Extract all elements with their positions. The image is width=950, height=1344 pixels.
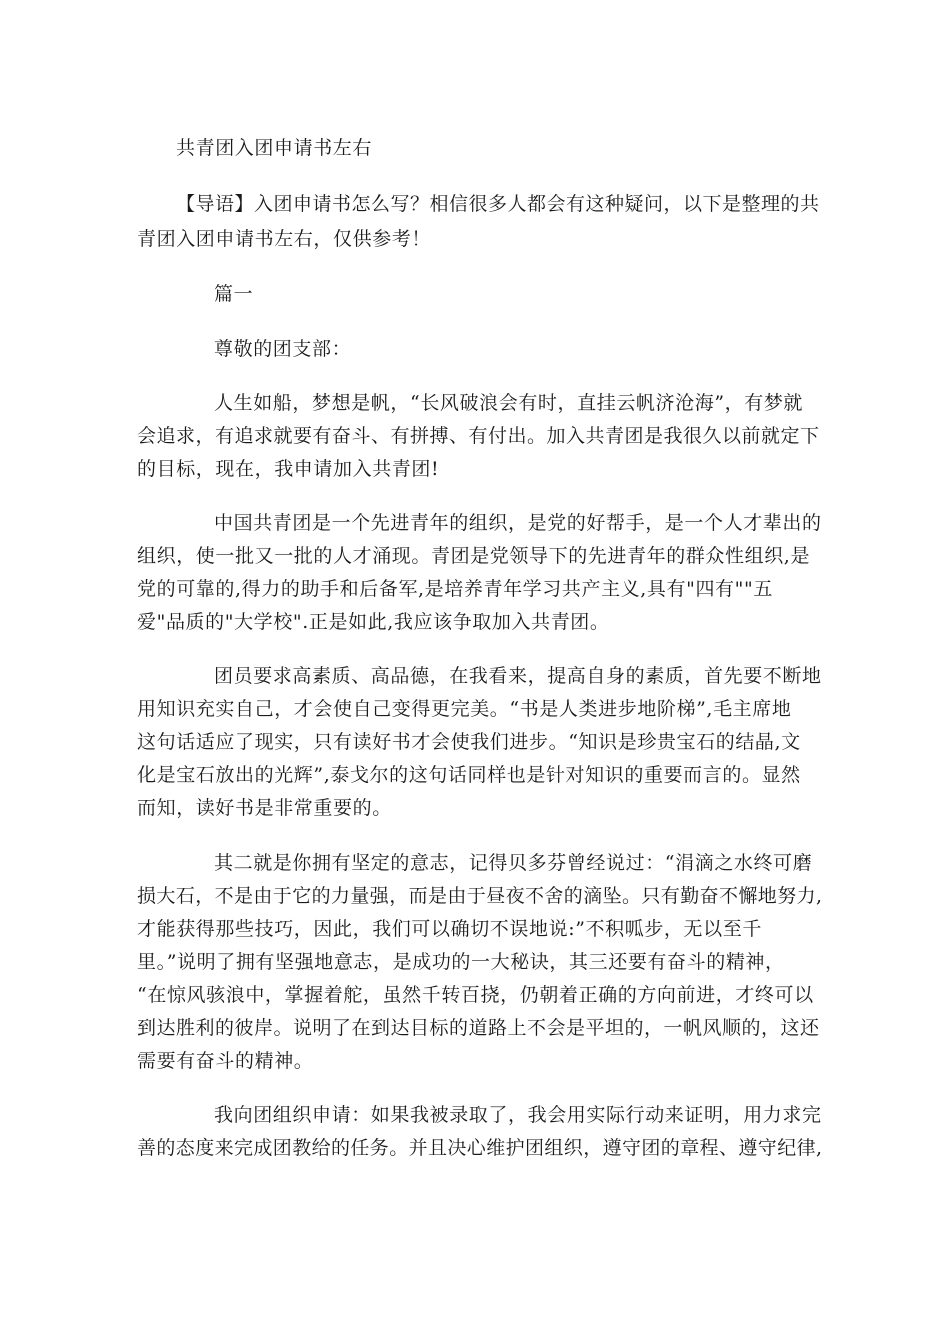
paragraph-line: 才能获得那些技巧，因此，我们可以确切不误地说:”不积呱步，无以至千 — [137, 918, 762, 940]
paragraph-line: 人生如船，梦想是帆，“长风破浪会有时，直挂云帆济沧海”，有梦就 — [214, 392, 804, 414]
paragraph-line: 其二就是你拥有坚定的意志，记得贝多芬曾经说过：“涓滴之水终可磨 — [214, 852, 813, 874]
paragraph-line: “在惊风骇浪中，掌握着舵，虽然千转百挠，仍朝着正确的方向前进，才终可以 — [137, 984, 814, 1006]
document-title: 共青团入团申请书左右 — [176, 137, 373, 159]
paragraph-line: 的目标，现在，我申请加入共青团! — [137, 458, 440, 480]
paragraph-line: 里。”说明了拥有坚强地意志，是成功的一大秘诀，其三还要有奋斗的精神， — [137, 951, 785, 973]
paragraph-line: 而知，读好书是非常重要的。 — [137, 797, 392, 819]
intro-line: 青团入团申请书左右，仅供参考！ — [137, 228, 432, 250]
paragraph-line: 需要有奋斗的精神。 — [137, 1050, 314, 1072]
paragraph-line: 我向团组织申请：如果我被录取了，我会用实际行动来证明，用力求完 — [214, 1104, 822, 1126]
paragraph-line: 善的态度来完成团教给的任务。并且决心维护团组织，遵守团的章程、遵守纪律, — [137, 1137, 823, 1159]
paragraph-line: 化是宝石放出的光辉”,泰戈尔的这句话同样也是针对知识的重要而言的。显然 — [137, 764, 801, 786]
intro-line: 【导语】入团申请书怎么写？相信很多人都会有这种疑问，以下是整理的共 — [176, 193, 820, 215]
salutation: 尊敬的团支部： — [214, 338, 352, 360]
paragraph-line: 这句话适应了现实，只有读好书才会使我们进步。“知识是珍贵宝石的结晶,文 — [137, 731, 801, 753]
paragraph-line: 用知识充实自己，才会使自己变得更完美。“书是人类进步地阶梯”,毛主席地 — [137, 698, 792, 720]
paragraph-line: 到达胜利的彼岸。说明了在到达目标的道路上不会是平坦的，一帆风顺的，这还 — [137, 1017, 820, 1039]
paragraph-line: 团员要求高素质、高品德，在我看来，提高自身的素质，首先要不断地 — [214, 665, 822, 687]
paragraph-line: 会追求，有追求就要有奋斗、有拼搏、有付出。加入共青团是我很久以前就定下 — [137, 425, 820, 447]
paragraph-line: 中国共青团是一个先进青年的组织，是党的好帮手，是一个人才辈出的 — [214, 512, 822, 534]
paragraph-line: 组织，使一批又一批的人才涌现。青团是党领导下的先进青年的群众性组织,是 — [137, 545, 811, 567]
section-heading: 篇一 — [214, 283, 254, 305]
paragraph-line: 损大石，不是由于它的力量强，而是由于昼夜不舍的滴坠。只有勤奋不懈地努力, — [137, 885, 823, 907]
paragraph-line: 党的可靠的,得力的助手和后备军,是培养青年学习共产主义,具有"四有""五 — [137, 578, 773, 600]
paragraph-line: 爱"品质的"大学校".正是如此,我应该争取加入共青团。 — [137, 611, 610, 633]
